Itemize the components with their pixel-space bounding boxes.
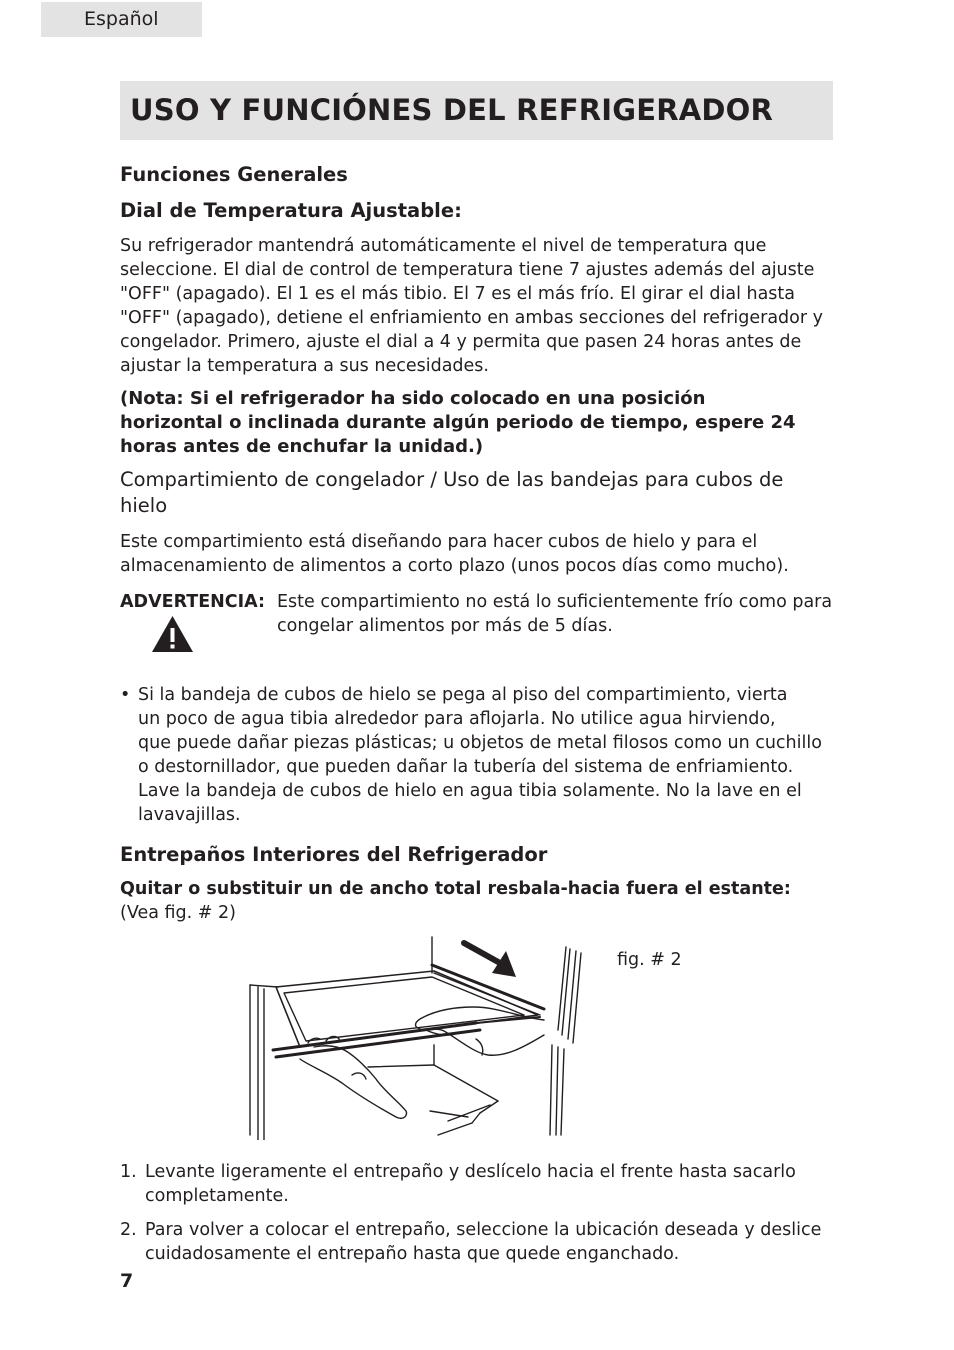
note-line: horas antes de enchufar la unidad.)	[120, 436, 484, 457]
text-line: un poco de agua tibia alrededor para aflojarla. No utilice agua hirviendo,	[138, 709, 776, 729]
language-label: Español	[84, 8, 159, 30]
step-line: completamente.	[145, 1186, 289, 1206]
text-line: Este compartimiento está diseñando para hacer cubos de hielo y para el	[120, 532, 758, 552]
dial-paragraph	[120, 234, 840, 378]
step-line: cuidadosamente el entrepaño hasta que quede enganchado.	[145, 1244, 680, 1264]
text-line: ajustar la temperatura a sus necesidades.	[120, 356, 489, 376]
bullet-list	[120, 683, 840, 827]
freezer-paragraph	[120, 530, 840, 578]
bullet-symbol: •	[120, 685, 131, 705]
step-line: Para volver a colocar el entrepaño, seleccione la ubicación deseada y deslice	[145, 1220, 822, 1240]
freezer-heading	[120, 467, 840, 519]
warning-label: ADVERTENCIA:	[120, 592, 266, 612]
page-title-bar	[120, 81, 833, 140]
heading-line: hielo	[120, 494, 168, 517]
text-line: o destornillador, que pueden dañar la tubería del sistema de enfriamiento.	[138, 757, 794, 777]
text-line: que puede dañar piezas plásticas; u objetos de metal filosos como un cuchillo	[138, 733, 822, 753]
text-line: almacenamiento de alimentos a corto plazo (unos pocos días como mucho).	[120, 556, 789, 576]
section-subheading-dial: Dial de Temperatura Ajustable:	[120, 199, 462, 222]
warning-triangle-icon	[151, 615, 194, 653]
warning-line: Este compartimiento no está lo suficientemente frío como para	[277, 592, 833, 612]
step-number: 2.	[120, 1220, 137, 1240]
text-line: Lave la bandeja de cubos de hielo en agua tibia solamente. No la lave en el	[138, 781, 802, 801]
text-line: "OFF" (apagado), detiene el enfriamiento en ambas secciones del refrigerador y	[120, 308, 823, 328]
instruction-bold: Quitar o substituir un de ancho total resbala-hacia fuera el estante:	[120, 879, 791, 899]
figure-label: fig. # 2	[617, 950, 682, 970]
page-title: USO Y FUNCIÓNES DEL REFRIGERADOR	[130, 93, 774, 127]
warning-line: congelar alimentos por más de 5 días.	[277, 616, 613, 636]
note-line: (Nota: Si el refrigerador ha sido colocado en una posición	[120, 388, 706, 409]
text-line: "OFF" (apagado). El 1 es el más tibio. El 7 es el más frío. El girar el dial hasta	[120, 284, 796, 304]
shelf-illustration	[248, 935, 588, 1140]
shelf-instruction	[120, 877, 860, 925]
instruction-ref: (Vea fig. # 2)	[120, 903, 236, 923]
list-item	[120, 683, 840, 827]
warning-text	[277, 590, 837, 638]
step-line: Levante ligeramente el entrepaño y deslícelo hacia el frente hasta sacarlo	[145, 1162, 796, 1182]
page-number: 7	[120, 1270, 134, 1292]
steps-list	[120, 1160, 840, 1266]
text-line: congelador. Primero, ajuste el dial a 4 y permita que pasen 24 horas antes de	[120, 332, 802, 352]
list-item	[120, 1218, 840, 1266]
text-line: lavavajillas.	[138, 805, 241, 825]
language-tab	[41, 2, 202, 37]
text-line: Si la bandeja de cubos de hielo se pega al piso del compartimiento, vierta	[138, 685, 788, 705]
step-number: 1.	[120, 1162, 137, 1182]
list-item	[120, 1160, 840, 1208]
note-paragraph	[120, 387, 840, 459]
text-line: Su refrigerador mantendrá automáticamente el nivel de temperatura que	[120, 236, 767, 256]
note-line: horizontal o inclinada durante algún periodo de tiempo, espere 24	[120, 412, 796, 433]
text-line: seleccione. El dial de control de temperatura tiene 7 ajustes además del ajuste	[120, 260, 815, 280]
section-heading-shelves: Entrepaños Interiores del Refrigerador	[120, 843, 548, 866]
heading-line: Compartimiento de congelador / Uso de las bandejas para cubos de	[120, 468, 784, 491]
section-heading-general: Funciones Generales	[120, 163, 348, 186]
